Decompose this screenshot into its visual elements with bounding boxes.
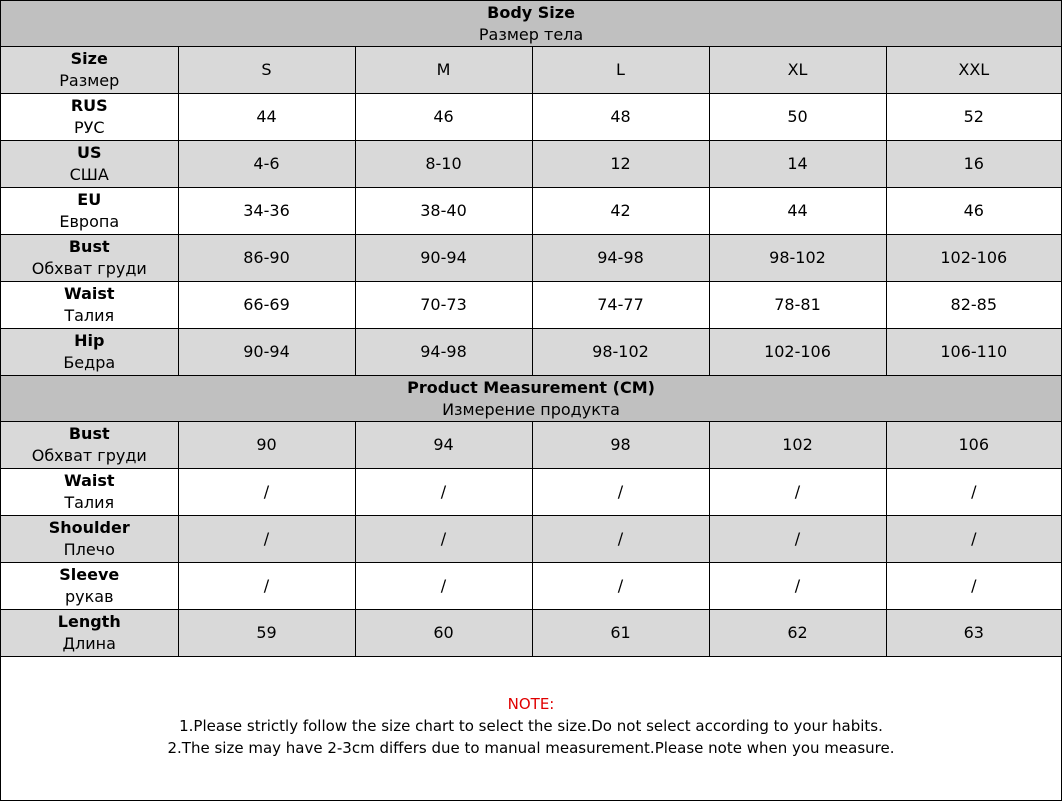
size-column-header: XXL <box>886 47 1061 94</box>
table-cell: 98 <box>532 422 709 469</box>
body-size-row-label-cell <box>1 235 178 282</box>
body-size-row <box>1 329 1061 376</box>
table-cell: 82-85 <box>886 282 1061 329</box>
table-cell: 62 <box>709 610 886 657</box>
product-measurement-row <box>1 563 1061 610</box>
size-column-header: M <box>355 47 532 94</box>
note-title: NOTE: <box>507 695 555 713</box>
table-cell: / <box>178 469 355 516</box>
row-label-ru: Обхват груди <box>31 446 147 465</box>
size-column-header: L <box>532 47 709 94</box>
table-cell: 63 <box>886 610 1061 657</box>
product-measurement-row <box>1 516 1061 563</box>
table-cell: / <box>532 563 709 610</box>
size-column-header: S <box>178 47 355 94</box>
row-label-ru: РУС <box>73 118 105 137</box>
table-cell: 44 <box>709 188 886 235</box>
body-size-header-title: Body Size <box>487 2 575 22</box>
row-label: Length <box>57 612 121 631</box>
table-cell: 12 <box>532 141 709 188</box>
note-block <box>1 693 1061 759</box>
row-label: Bust <box>68 424 110 443</box>
table-cell: 74-77 <box>532 282 709 329</box>
product-measurement-row-label-cell <box>1 422 178 469</box>
table-cell: / <box>355 563 532 610</box>
row-label: Bust <box>68 237 110 256</box>
row-label-ru: Обхват груди <box>31 259 147 278</box>
table-cell: 94-98 <box>355 329 532 376</box>
table-cell: 14 <box>709 141 886 188</box>
row-label: Size <box>70 49 108 68</box>
body-size-row-label-cell <box>1 188 178 235</box>
table-cell: 86-90 <box>178 235 355 282</box>
table-cell: 46 <box>355 94 532 141</box>
row-label: Shoulder <box>48 518 130 537</box>
table-cell: / <box>886 516 1061 563</box>
table-cell: 52 <box>886 94 1061 141</box>
body-size-row <box>1 282 1061 329</box>
table-cell: / <box>178 516 355 563</box>
product-measurement-row <box>1 610 1061 657</box>
size-column-header: XL <box>709 47 886 94</box>
note-line-2: 2.The size may have 2-3cm differs due to manual measurement.Please note when you measure. <box>167 739 895 757</box>
size-header-row <box>1 47 1061 94</box>
body-size-header-title-ru: Размер тела <box>478 24 584 44</box>
table-cell: 90-94 <box>178 329 355 376</box>
table-cell: 59 <box>178 610 355 657</box>
table-cell: 8-10 <box>355 141 532 188</box>
row-label-ru: Талия <box>64 306 115 325</box>
table-cell: / <box>709 563 886 610</box>
product-measurement-row-label-cell <box>1 516 178 563</box>
table-cell: 46 <box>886 188 1061 235</box>
row-label-ru: Европа <box>59 212 120 231</box>
table-cell: / <box>886 469 1061 516</box>
row-label-ru: Размер <box>59 71 120 90</box>
table-cell: 66-69 <box>178 282 355 329</box>
product-measurement-header-title-ru: Измерение продукта <box>442 399 620 419</box>
table-cell: 34-36 <box>178 188 355 235</box>
table-cell: 102 <box>709 422 886 469</box>
table-cell: 16 <box>886 141 1061 188</box>
table-cell: / <box>178 563 355 610</box>
row-label: Waist <box>63 471 115 490</box>
table-cell: 48 <box>532 94 709 141</box>
table-cell: 4-6 <box>178 141 355 188</box>
note-line-1: 1.Please strictly follow the size chart to select the size.Do not select according to your habits. <box>179 717 883 735</box>
row-label: Sleeve <box>59 565 120 584</box>
product-measurement-row <box>1 422 1061 469</box>
row-label: Hip <box>74 331 105 350</box>
product-measurement-row-label-cell <box>1 469 178 516</box>
table-cell: 60 <box>355 610 532 657</box>
body-size-row <box>1 188 1061 235</box>
table-cell: 98-102 <box>532 329 709 376</box>
row-label-ru: Талия <box>64 493 115 512</box>
row-label-ru: Плечо <box>63 540 115 559</box>
table-cell: / <box>532 516 709 563</box>
table-cell: / <box>709 469 886 516</box>
table-cell: / <box>709 516 886 563</box>
table-cell: 50 <box>709 94 886 141</box>
row-label-ru: Длина <box>62 634 116 653</box>
row-label: EU <box>77 190 102 209</box>
table-cell: 98-102 <box>709 235 886 282</box>
product-measurement-row-label-cell <box>1 610 178 657</box>
row-label-ru: США <box>69 165 109 184</box>
size-table <box>1 1 1061 657</box>
row-label: RUS <box>70 96 108 115</box>
table-cell: 90 <box>178 422 355 469</box>
product-measurement-header <box>1 376 1061 422</box>
body-size-header-cell <box>1 1 1061 47</box>
product-measurement-row <box>1 469 1061 516</box>
table-cell: 106-110 <box>886 329 1061 376</box>
table-cell: 102-106 <box>709 329 886 376</box>
table-cell: 94-98 <box>532 235 709 282</box>
table-cell: 61 <box>532 610 709 657</box>
table-cell: 78-81 <box>709 282 886 329</box>
table-cell: / <box>886 563 1061 610</box>
body-size-header <box>1 1 1061 47</box>
body-size-row <box>1 141 1061 188</box>
body-size-row-label-cell <box>1 282 178 329</box>
table-cell: 106 <box>886 422 1061 469</box>
table-cell: 42 <box>532 188 709 235</box>
row-label: Waist <box>63 284 115 303</box>
body-size-row-label-cell <box>1 141 178 188</box>
body-size-row-label-cell <box>1 329 178 376</box>
body-size-row <box>1 235 1061 282</box>
table-cell: / <box>532 469 709 516</box>
table-cell: 94 <box>355 422 532 469</box>
table-cell: / <box>355 516 532 563</box>
table-cell: 70-73 <box>355 282 532 329</box>
product-measurement-row-label-cell <box>1 563 178 610</box>
row-label: US <box>76 143 102 162</box>
table-cell: 102-106 <box>886 235 1061 282</box>
table-cell: 44 <box>178 94 355 141</box>
product-measurement-header-title: Product Measurement (CM) <box>407 377 655 397</box>
size-header-row-label-cell <box>1 47 178 94</box>
row-label-ru: рукав <box>64 587 114 606</box>
row-label-ru: Бедра <box>63 353 116 372</box>
table-cell: 38-40 <box>355 188 532 235</box>
body-size-row <box>1 94 1061 141</box>
table-cell: / <box>355 469 532 516</box>
table-cell: 90-94 <box>355 235 532 282</box>
body-size-row-label-cell <box>1 94 178 141</box>
product-measurement-header-cell <box>1 376 1061 422</box>
